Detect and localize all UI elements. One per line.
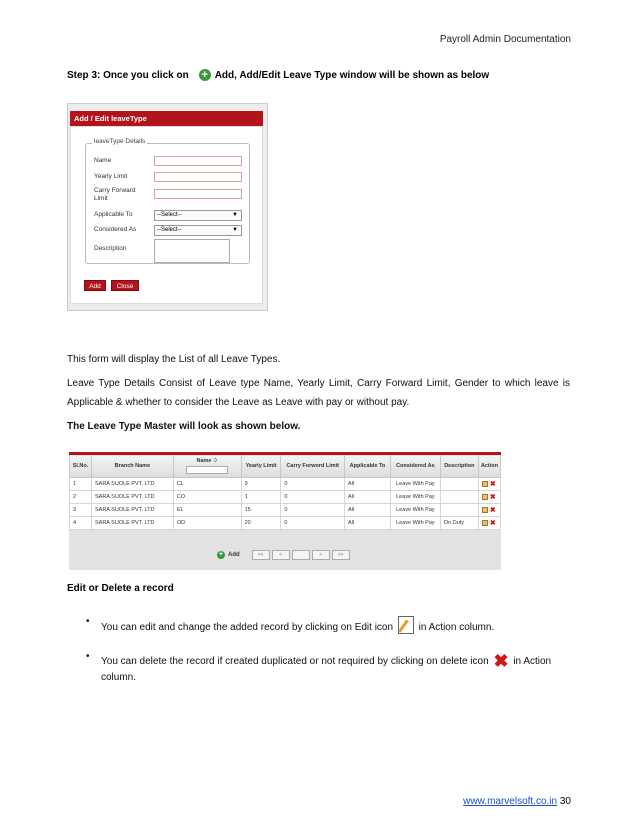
step-3-heading: [67, 69, 489, 81]
col-header-name-label: Name ♢: [196, 458, 218, 464]
yearly-limit-input[interactable]: [154, 172, 242, 182]
grid-add-button[interactable]: [217, 551, 240, 559]
dialog-body: [70, 126, 263, 304]
carry-forward-limit-input[interactable]: [154, 189, 242, 199]
add-edit-leavetype-dialog: [67, 103, 268, 311]
edit-icon[interactable]: [482, 507, 488, 513]
table-row: [70, 491, 501, 504]
col-header-name[interactable]: [173, 454, 241, 478]
bullet-delete: [86, 651, 552, 671]
cell-considered-as: Leave With Pay: [390, 478, 440, 491]
cell-action: [478, 504, 500, 517]
cell-name: OD: [173, 517, 241, 530]
name-filter-input[interactable]: [186, 466, 228, 474]
cell-slno: 3: [70, 504, 92, 517]
edit-icon[interactable]: [482, 481, 488, 487]
fieldset-legend: leaveType Details: [94, 138, 146, 145]
add-button[interactable]: Add: [84, 280, 106, 291]
col-header: Branch Name: [91, 454, 173, 478]
paragraph-leave-type-details: Leave Type Details Consist of Leave type Name, Yearly Limit, Carry Forward Limit, Gender to which leave is Applicable & whether to consider the Leave as Leave with pay or without pay.: [67, 378, 570, 408]
edit-icon[interactable]: [482, 520, 488, 526]
table-header-row: [70, 454, 501, 478]
applicable-to-value: --Select--: [157, 212, 182, 218]
considered-as-value: --Select--: [157, 227, 182, 233]
col-header: Description: [440, 454, 478, 478]
close-button[interactable]: Close: [111, 280, 139, 291]
col-header: Sl.No.: [70, 454, 92, 478]
applicable-to-select[interactable]: [154, 210, 242, 221]
description-textarea[interactable]: [154, 239, 230, 263]
dropdown-arrow-icon: ▼: [232, 212, 238, 218]
edit-delete-heading: Edit or Delete a record: [67, 583, 174, 594]
bullet-mark: •: [86, 651, 90, 662]
grid-add-label: Add: [228, 552, 240, 558]
col-header: Applicable To: [345, 454, 391, 478]
bullet-delete-text: [101, 651, 551, 672]
dialog-title: Add / Edit leaveType: [70, 111, 263, 126]
carry-forward-label: Carry Forward: [94, 187, 136, 194]
cell-slno: 1: [70, 478, 92, 491]
cell-yearly-limit: 20: [241, 517, 281, 530]
cell-carry-forward: 0: [281, 504, 345, 517]
col-header: Yearly Limit: [241, 454, 281, 478]
pager-prev-button[interactable]: <: [272, 550, 290, 560]
cell-description: [440, 478, 478, 491]
bullet-edit-after: in Action column.: [418, 622, 495, 633]
add-plus-icon: +: [218, 551, 224, 558]
cell-slno: 2: [70, 491, 92, 504]
bullet-edit-text: [101, 616, 494, 634]
table-row: [70, 478, 501, 491]
dropdown-arrow-icon: ▼: [232, 227, 238, 233]
cell-yearly-limit: 9: [241, 478, 281, 491]
bullet-edit: [86, 616, 495, 633]
cell-branch: SARA SUOLE PVT. LTD: [91, 504, 173, 517]
page-number: 30: [559, 796, 571, 807]
add-plus-icon: +: [199, 69, 211, 81]
pager-next-button[interactable]: >: [312, 550, 330, 560]
cell-carry-forward: 0: [281, 478, 345, 491]
cell-considered-as: Leave With Pay: [390, 504, 440, 517]
cell-carry-forward: 0: [281, 517, 345, 530]
name-label: Name: [94, 157, 112, 164]
paragraph-list-description: This form will display the List of all Leave Types.: [67, 354, 281, 365]
bullet-mark: •: [86, 616, 90, 627]
step-3-text-before: Step 3: Once you click on: [67, 69, 189, 81]
table-row: [70, 504, 501, 517]
carry-forward-label-line2: Limit: [94, 195, 108, 202]
pager-first-button[interactable]: <<: [252, 550, 270, 560]
yearly-limit-label: Yearly Limit: [94, 173, 128, 180]
bullet-edit-before: You can edit and change the added record by clicking on Edit icon: [101, 622, 394, 633]
considered-as-label: Considered As: [94, 226, 137, 233]
footer-website-link[interactable]: www.marvelsoft.co.in: [463, 796, 558, 807]
cell-branch: SARA SUOLE PVT. LTD: [91, 517, 173, 530]
cell-applicable-to: All: [345, 478, 391, 491]
bullet-delete-continuation: column.: [101, 672, 137, 683]
cell-description: On Duty: [440, 517, 478, 530]
cell-action: [478, 491, 500, 504]
bullet-delete-after: in Action: [513, 656, 552, 667]
cell-yearly-limit: 15: [241, 504, 281, 517]
step-3-text-after: Add, Add/Edit Leave Type window will be shown as below: [214, 69, 490, 81]
col-header: Action: [478, 454, 500, 478]
document-header: Payroll Admin Documentation: [439, 34, 571, 45]
pencil-edit-icon: [398, 616, 414, 634]
pager-page-input[interactable]: [292, 550, 310, 560]
col-header: Carry Forword Limit: [281, 454, 345, 478]
delete-icon[interactable]: ✖: [489, 481, 496, 488]
cell-applicable-to: All: [345, 491, 391, 504]
cell-considered-as: Leave With Pay: [390, 517, 440, 530]
cell-name: EL: [173, 504, 241, 517]
name-input[interactable]: [154, 156, 242, 166]
cell-applicable-to: All: [345, 517, 391, 530]
cell-description: [440, 504, 478, 517]
cell-carry-forward: 0: [281, 491, 345, 504]
grid-pager: [217, 548, 350, 562]
cell-slno: 4: [70, 517, 92, 530]
table-row: [70, 517, 501, 530]
leave-type-master-grid: [69, 452, 501, 570]
cell-branch: SARA SUOLE PVT. LTD: [91, 478, 173, 491]
considered-as-select[interactable]: [154, 225, 242, 236]
delete-icon[interactable]: ✖: [489, 507, 496, 514]
description-label: Description: [94, 245, 127, 252]
leave-type-table: [69, 452, 501, 530]
delete-icon[interactable]: ✖: [489, 494, 496, 501]
edit-icon[interactable]: [482, 494, 488, 500]
delete-icon[interactable]: ✖: [489, 520, 496, 527]
red-x-delete-icon: ✖: [493, 651, 509, 671]
bullet-delete-before: You can delete the record if created duplicated or not required by clicking on delete icon: [101, 656, 489, 667]
cell-description: [440, 491, 478, 504]
page-footer: [463, 796, 571, 807]
cell-yearly-limit: 1: [241, 491, 281, 504]
cell-branch: SARA SUOLE PVT. LTD: [91, 491, 173, 504]
leavetype-details-fieldset: [85, 138, 250, 264]
paragraph-leave-master-heading: The Leave Type Master will look as shown below.: [67, 421, 301, 432]
applicable-to-label: Applicable To: [94, 211, 133, 218]
pager-last-button[interactable]: >>: [332, 550, 350, 560]
cell-considered-as: Leave With Pay: [390, 491, 440, 504]
cell-name: CL: [173, 478, 241, 491]
cell-name: CO: [173, 491, 241, 504]
col-header: Considered As: [390, 454, 440, 478]
cell-applicable-to: All: [345, 504, 391, 517]
cell-action: [478, 517, 500, 530]
cell-action: [478, 478, 500, 491]
